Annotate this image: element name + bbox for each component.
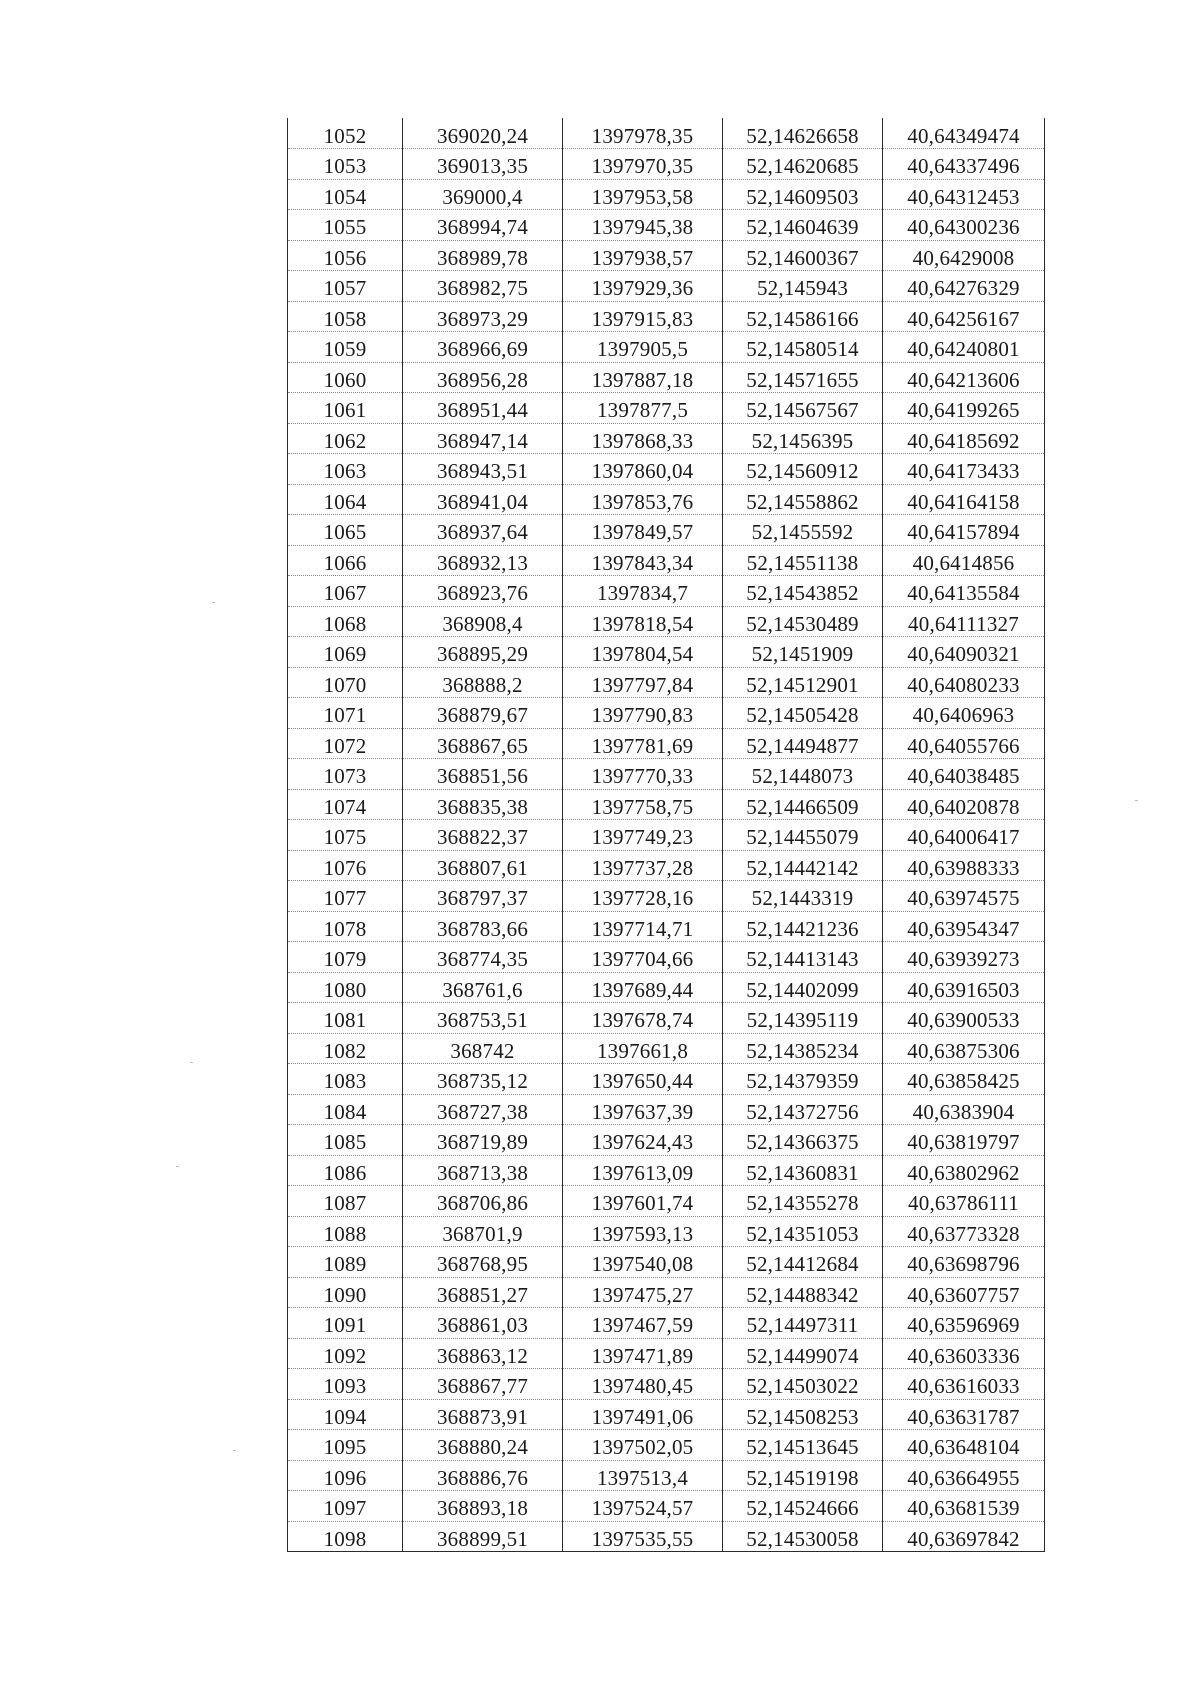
x-coordinate-cell: 368941,04	[403, 484, 563, 515]
x-coordinate-cell: 368863,12	[403, 1338, 563, 1369]
point-number-cell: 1090	[288, 1277, 403, 1308]
x-coordinate-cell: 368947,14	[403, 423, 563, 454]
table-row	[288, 789, 1045, 820]
table-row	[288, 850, 1045, 881]
point-number-cell: 1055	[288, 210, 403, 241]
table-row	[288, 881, 1045, 912]
y-coordinate-cell: 1397540,08	[563, 1247, 723, 1278]
latitude-cell: 52,14580514	[723, 332, 883, 363]
x-coordinate-cell: 368989,78	[403, 240, 563, 271]
latitude-cell: 52,14499074	[723, 1338, 883, 1369]
longitude-cell: 40,63988333	[883, 850, 1045, 881]
latitude-cell: 52,14455079	[723, 820, 883, 851]
x-coordinate-cell: 368932,13	[403, 545, 563, 576]
y-coordinate-cell: 1397601,74	[563, 1186, 723, 1217]
y-coordinate-cell: 1397758,75	[563, 789, 723, 820]
y-coordinate-cell: 1397480,45	[563, 1369, 723, 1400]
x-coordinate-cell: 368727,38	[403, 1094, 563, 1125]
x-coordinate-cell: 368861,03	[403, 1308, 563, 1339]
point-number-cell: 1093	[288, 1369, 403, 1400]
table-row	[288, 423, 1045, 454]
y-coordinate-cell: 1397471,89	[563, 1338, 723, 1369]
longitude-cell: 40,64199265	[883, 393, 1045, 424]
x-coordinate-cell: 368742	[403, 1033, 563, 1064]
latitude-cell: 52,1443319	[723, 881, 883, 912]
latitude-cell: 52,14620685	[723, 149, 883, 180]
y-coordinate-cell: 1397728,16	[563, 881, 723, 912]
x-coordinate-cell: 369013,35	[403, 149, 563, 180]
scan-speck	[233, 1450, 236, 1451]
latitude-cell: 52,14372756	[723, 1094, 883, 1125]
latitude-cell: 52,1451909	[723, 637, 883, 668]
y-coordinate-cell: 1397781,69	[563, 728, 723, 759]
latitude-cell: 52,14379359	[723, 1064, 883, 1095]
longitude-cell: 40,64020878	[883, 789, 1045, 820]
table-row	[288, 1125, 1045, 1156]
y-coordinate-cell: 1397593,13	[563, 1216, 723, 1247]
point-number-cell: 1080	[288, 972, 403, 1003]
latitude-cell: 52,14512901	[723, 667, 883, 698]
latitude-cell: 52,14360831	[723, 1155, 883, 1186]
longitude-cell: 40,6414856	[883, 545, 1045, 576]
x-coordinate-cell: 368886,76	[403, 1460, 563, 1491]
latitude-cell: 52,1455592	[723, 515, 883, 546]
scan-speck	[1135, 800, 1138, 801]
longitude-cell: 40,64173433	[883, 454, 1045, 485]
x-coordinate-cell: 368768,95	[403, 1247, 563, 1278]
latitude-cell: 52,14530489	[723, 606, 883, 637]
point-number-cell: 1072	[288, 728, 403, 759]
longitude-cell: 40,63900533	[883, 1003, 1045, 1034]
y-coordinate-cell: 1397818,54	[563, 606, 723, 637]
longitude-cell: 40,64276329	[883, 271, 1045, 302]
table-row	[288, 240, 1045, 271]
longitude-cell: 40,63858425	[883, 1064, 1045, 1095]
table-row	[288, 1308, 1045, 1339]
y-coordinate-cell: 1397524,57	[563, 1491, 723, 1522]
longitude-cell: 40,64337496	[883, 149, 1045, 180]
latitude-cell: 52,14560912	[723, 454, 883, 485]
longitude-cell: 40,64157894	[883, 515, 1045, 546]
table-row	[288, 1186, 1045, 1217]
latitude-cell: 52,14513645	[723, 1430, 883, 1461]
point-number-cell: 1086	[288, 1155, 403, 1186]
latitude-cell: 52,14442142	[723, 850, 883, 881]
table-row	[288, 1064, 1045, 1095]
longitude-cell: 40,64240801	[883, 332, 1045, 363]
table-row	[288, 362, 1045, 393]
y-coordinate-cell: 1397868,33	[563, 423, 723, 454]
coordinates-table	[287, 118, 1045, 1552]
x-coordinate-cell: 368701,9	[403, 1216, 563, 1247]
latitude-cell: 52,14530058	[723, 1521, 883, 1552]
x-coordinate-cell: 368713,38	[403, 1155, 563, 1186]
point-number-cell: 1070	[288, 667, 403, 698]
longitude-cell: 40,63648104	[883, 1430, 1045, 1461]
table-row	[288, 332, 1045, 363]
y-coordinate-cell: 1397704,66	[563, 942, 723, 973]
table-row	[288, 1399, 1045, 1430]
point-number-cell: 1096	[288, 1460, 403, 1491]
y-coordinate-cell: 1397678,74	[563, 1003, 723, 1034]
point-number-cell: 1077	[288, 881, 403, 912]
table-row	[288, 911, 1045, 942]
y-coordinate-cell: 1397770,33	[563, 759, 723, 790]
point-number-cell: 1094	[288, 1399, 403, 1430]
x-coordinate-cell: 368867,65	[403, 728, 563, 759]
latitude-cell: 52,14604639	[723, 210, 883, 241]
latitude-cell: 52,14366375	[723, 1125, 883, 1156]
y-coordinate-cell: 1397905,5	[563, 332, 723, 363]
table-row	[288, 1003, 1045, 1034]
x-coordinate-cell: 368706,86	[403, 1186, 563, 1217]
latitude-cell: 52,14494877	[723, 728, 883, 759]
point-number-cell: 1057	[288, 271, 403, 302]
y-coordinate-cell: 1397843,34	[563, 545, 723, 576]
table-row	[288, 271, 1045, 302]
x-coordinate-cell: 368982,75	[403, 271, 563, 302]
latitude-cell: 52,1448073	[723, 759, 883, 790]
table-row	[288, 149, 1045, 180]
table-row	[288, 1430, 1045, 1461]
table-row	[288, 698, 1045, 729]
table-row	[288, 118, 1045, 149]
longitude-cell: 40,63802962	[883, 1155, 1045, 1186]
point-number-cell: 1097	[288, 1491, 403, 1522]
point-number-cell: 1073	[288, 759, 403, 790]
table-row	[288, 1521, 1045, 1552]
longitude-cell: 40,64038485	[883, 759, 1045, 790]
table-row	[288, 972, 1045, 1003]
latitude-cell: 52,14519198	[723, 1460, 883, 1491]
longitude-cell: 40,64349474	[883, 118, 1045, 149]
y-coordinate-cell: 1397929,36	[563, 271, 723, 302]
x-coordinate-cell: 368851,27	[403, 1277, 563, 1308]
table-row	[288, 301, 1045, 332]
latitude-cell: 52,14508253	[723, 1399, 883, 1430]
longitude-cell: 40,64312453	[883, 179, 1045, 210]
longitude-cell: 40,63939273	[883, 942, 1045, 973]
table-row	[288, 667, 1045, 698]
longitude-cell: 40,64090321	[883, 637, 1045, 668]
latitude-cell: 52,14412684	[723, 1247, 883, 1278]
x-coordinate-cell: 368951,44	[403, 393, 563, 424]
scan-speck	[190, 1062, 193, 1063]
x-coordinate-cell: 368908,4	[403, 606, 563, 637]
x-coordinate-cell: 368822,37	[403, 820, 563, 851]
y-coordinate-cell: 1397797,84	[563, 667, 723, 698]
latitude-cell: 52,14413143	[723, 942, 883, 973]
table-row	[288, 210, 1045, 241]
x-coordinate-cell: 368895,29	[403, 637, 563, 668]
table-row	[288, 1094, 1045, 1125]
table-row	[288, 393, 1045, 424]
table-row	[288, 515, 1045, 546]
longitude-cell: 40,64111327	[883, 606, 1045, 637]
latitude-cell: 52,14385234	[723, 1033, 883, 1064]
x-coordinate-cell: 368867,77	[403, 1369, 563, 1400]
x-coordinate-cell: 368835,38	[403, 789, 563, 820]
point-number-cell: 1083	[288, 1064, 403, 1095]
coordinates-table-body	[288, 118, 1045, 1552]
table-row	[288, 1216, 1045, 1247]
latitude-cell: 52,14488342	[723, 1277, 883, 1308]
x-coordinate-cell: 368893,18	[403, 1491, 563, 1522]
point-number-cell: 1087	[288, 1186, 403, 1217]
point-number-cell: 1069	[288, 637, 403, 668]
y-coordinate-cell: 1397513,4	[563, 1460, 723, 1491]
longitude-cell: 40,64213606	[883, 362, 1045, 393]
scan-speck	[212, 602, 215, 603]
y-coordinate-cell: 1397714,71	[563, 911, 723, 942]
y-coordinate-cell: 1397970,35	[563, 149, 723, 180]
table-row	[288, 1460, 1045, 1491]
point-number-cell: 1060	[288, 362, 403, 393]
point-number-cell: 1076	[288, 850, 403, 881]
table-row	[288, 1338, 1045, 1369]
latitude-cell: 52,14543852	[723, 576, 883, 607]
y-coordinate-cell: 1397737,28	[563, 850, 723, 881]
x-coordinate-cell: 368753,51	[403, 1003, 563, 1034]
x-coordinate-cell: 368719,89	[403, 1125, 563, 1156]
point-number-cell: 1079	[288, 942, 403, 973]
longitude-cell: 40,6429008	[883, 240, 1045, 271]
longitude-cell: 40,63631787	[883, 1399, 1045, 1430]
table-row	[288, 1155, 1045, 1186]
point-number-cell: 1063	[288, 454, 403, 485]
y-coordinate-cell: 1397915,83	[563, 301, 723, 332]
longitude-cell: 40,63819797	[883, 1125, 1045, 1156]
y-coordinate-cell: 1397853,76	[563, 484, 723, 515]
point-number-cell: 1098	[288, 1521, 403, 1552]
point-number-cell: 1074	[288, 789, 403, 820]
latitude-cell: 52,14505428	[723, 698, 883, 729]
y-coordinate-cell: 1397849,57	[563, 515, 723, 546]
y-coordinate-cell: 1397877,5	[563, 393, 723, 424]
y-coordinate-cell: 1397502,05	[563, 1430, 723, 1461]
point-number-cell: 1084	[288, 1094, 403, 1125]
point-number-cell: 1066	[288, 545, 403, 576]
longitude-cell: 40,63607757	[883, 1277, 1045, 1308]
latitude-cell: 52,145943	[723, 271, 883, 302]
table-row	[288, 1369, 1045, 1400]
x-coordinate-cell: 368873,91	[403, 1399, 563, 1430]
longitude-cell: 40,64135584	[883, 576, 1045, 607]
point-number-cell: 1095	[288, 1430, 403, 1461]
point-number-cell: 1061	[288, 393, 403, 424]
y-coordinate-cell: 1397945,38	[563, 210, 723, 241]
scan-speck	[176, 1166, 179, 1167]
longitude-cell: 40,6406963	[883, 698, 1045, 729]
point-number-cell: 1071	[288, 698, 403, 729]
y-coordinate-cell: 1397624,43	[563, 1125, 723, 1156]
x-coordinate-cell: 368879,67	[403, 698, 563, 729]
table-row	[288, 545, 1045, 576]
x-coordinate-cell: 368973,29	[403, 301, 563, 332]
latitude-cell: 52,14421236	[723, 911, 883, 942]
y-coordinate-cell: 1397491,06	[563, 1399, 723, 1430]
longitude-cell: 40,63786111	[883, 1186, 1045, 1217]
point-number-cell: 1075	[288, 820, 403, 851]
point-number-cell: 1056	[288, 240, 403, 271]
table-row	[288, 484, 1045, 515]
point-number-cell: 1067	[288, 576, 403, 607]
x-coordinate-cell: 368966,69	[403, 332, 563, 363]
point-number-cell: 1068	[288, 606, 403, 637]
latitude-cell: 52,14558862	[723, 484, 883, 515]
longitude-cell: 40,63773328	[883, 1216, 1045, 1247]
point-number-cell: 1064	[288, 484, 403, 515]
latitude-cell: 52,14626658	[723, 118, 883, 149]
point-number-cell: 1054	[288, 179, 403, 210]
table-row	[288, 1247, 1045, 1278]
table-row	[288, 1277, 1045, 1308]
latitude-cell: 52,14497311	[723, 1308, 883, 1339]
x-coordinate-cell: 368994,74	[403, 210, 563, 241]
point-number-cell: 1088	[288, 1216, 403, 1247]
y-coordinate-cell: 1397749,23	[563, 820, 723, 851]
point-number-cell: 1053	[288, 149, 403, 180]
latitude-cell: 52,14609503	[723, 179, 883, 210]
table-row	[288, 576, 1045, 607]
longitude-cell: 40,64080233	[883, 667, 1045, 698]
longitude-cell: 40,63954347	[883, 911, 1045, 942]
longitude-cell: 40,63974575	[883, 881, 1045, 912]
x-coordinate-cell: 368880,24	[403, 1430, 563, 1461]
x-coordinate-cell: 368888,2	[403, 667, 563, 698]
longitude-cell: 40,64256167	[883, 301, 1045, 332]
y-coordinate-cell: 1397613,09	[563, 1155, 723, 1186]
longitude-cell: 40,64055766	[883, 728, 1045, 759]
point-number-cell: 1058	[288, 301, 403, 332]
y-coordinate-cell: 1397689,44	[563, 972, 723, 1003]
longitude-cell: 40,63875306	[883, 1033, 1045, 1064]
x-coordinate-cell: 368735,12	[403, 1064, 563, 1095]
point-number-cell: 1081	[288, 1003, 403, 1034]
table-row	[288, 606, 1045, 637]
longitude-cell: 40,63698796	[883, 1247, 1045, 1278]
point-number-cell: 1089	[288, 1247, 403, 1278]
latitude-cell: 52,14503022	[723, 1369, 883, 1400]
latitude-cell: 52,14571655	[723, 362, 883, 393]
table-row	[288, 637, 1045, 668]
x-coordinate-cell: 369020,24	[403, 118, 563, 149]
y-coordinate-cell: 1397650,44	[563, 1064, 723, 1095]
table-row	[288, 759, 1045, 790]
y-coordinate-cell: 1397978,35	[563, 118, 723, 149]
y-coordinate-cell: 1397637,39	[563, 1094, 723, 1125]
longitude-cell: 40,63603336	[883, 1338, 1045, 1369]
point-number-cell: 1085	[288, 1125, 403, 1156]
x-coordinate-cell: 368761,6	[403, 972, 563, 1003]
latitude-cell: 52,14351053	[723, 1216, 883, 1247]
x-coordinate-cell: 368797,37	[403, 881, 563, 912]
y-coordinate-cell: 1397804,54	[563, 637, 723, 668]
longitude-cell: 40,63616033	[883, 1369, 1045, 1400]
latitude-cell: 52,14567567	[723, 393, 883, 424]
y-coordinate-cell: 1397953,58	[563, 179, 723, 210]
latitude-cell: 52,14355278	[723, 1186, 883, 1217]
y-coordinate-cell: 1397938,57	[563, 240, 723, 271]
y-coordinate-cell: 1397467,59	[563, 1308, 723, 1339]
point-number-cell: 1062	[288, 423, 403, 454]
longitude-cell: 40,63916503	[883, 972, 1045, 1003]
point-number-cell: 1065	[288, 515, 403, 546]
longitude-cell: 40,64164158	[883, 484, 1045, 515]
table-row	[288, 728, 1045, 759]
longitude-cell: 40,6383904	[883, 1094, 1045, 1125]
point-number-cell: 1059	[288, 332, 403, 363]
latitude-cell: 52,14600367	[723, 240, 883, 271]
latitude-cell: 52,14466509	[723, 789, 883, 820]
y-coordinate-cell: 1397535,55	[563, 1521, 723, 1552]
y-coordinate-cell: 1397834,7	[563, 576, 723, 607]
point-number-cell: 1091	[288, 1308, 403, 1339]
x-coordinate-cell: 368923,76	[403, 576, 563, 607]
x-coordinate-cell: 368937,64	[403, 515, 563, 546]
x-coordinate-cell: 369000,4	[403, 179, 563, 210]
latitude-cell: 52,14524666	[723, 1491, 883, 1522]
x-coordinate-cell: 368943,51	[403, 454, 563, 485]
x-coordinate-cell: 368774,35	[403, 942, 563, 973]
longitude-cell: 40,64300236	[883, 210, 1045, 241]
x-coordinate-cell: 368956,28	[403, 362, 563, 393]
latitude-cell: 52,1456395	[723, 423, 883, 454]
table-row	[288, 454, 1045, 485]
point-number-cell: 1052	[288, 118, 403, 149]
y-coordinate-cell: 1397661,8	[563, 1033, 723, 1064]
y-coordinate-cell: 1397475,27	[563, 1277, 723, 1308]
x-coordinate-cell: 368899,51	[403, 1521, 563, 1552]
point-number-cell: 1092	[288, 1338, 403, 1369]
longitude-cell: 40,64185692	[883, 423, 1045, 454]
x-coordinate-cell: 368851,56	[403, 759, 563, 790]
y-coordinate-cell: 1397887,18	[563, 362, 723, 393]
x-coordinate-cell: 368783,66	[403, 911, 563, 942]
longitude-cell: 40,63681539	[883, 1491, 1045, 1522]
longitude-cell: 40,63697842	[883, 1521, 1045, 1552]
longitude-cell: 40,63596969	[883, 1308, 1045, 1339]
latitude-cell: 52,14551138	[723, 545, 883, 576]
table-row	[288, 820, 1045, 851]
table-row	[288, 1033, 1045, 1064]
y-coordinate-cell: 1397860,04	[563, 454, 723, 485]
y-coordinate-cell: 1397790,83	[563, 698, 723, 729]
latitude-cell: 52,14402099	[723, 972, 883, 1003]
point-number-cell: 1078	[288, 911, 403, 942]
x-coordinate-cell: 368807,61	[403, 850, 563, 881]
point-number-cell: 1082	[288, 1033, 403, 1064]
longitude-cell: 40,64006417	[883, 820, 1045, 851]
latitude-cell: 52,14395119	[723, 1003, 883, 1034]
table-row	[288, 179, 1045, 210]
table-row	[288, 942, 1045, 973]
longitude-cell: 40,63664955	[883, 1460, 1045, 1491]
latitude-cell: 52,14586166	[723, 301, 883, 332]
table-row	[288, 1491, 1045, 1522]
